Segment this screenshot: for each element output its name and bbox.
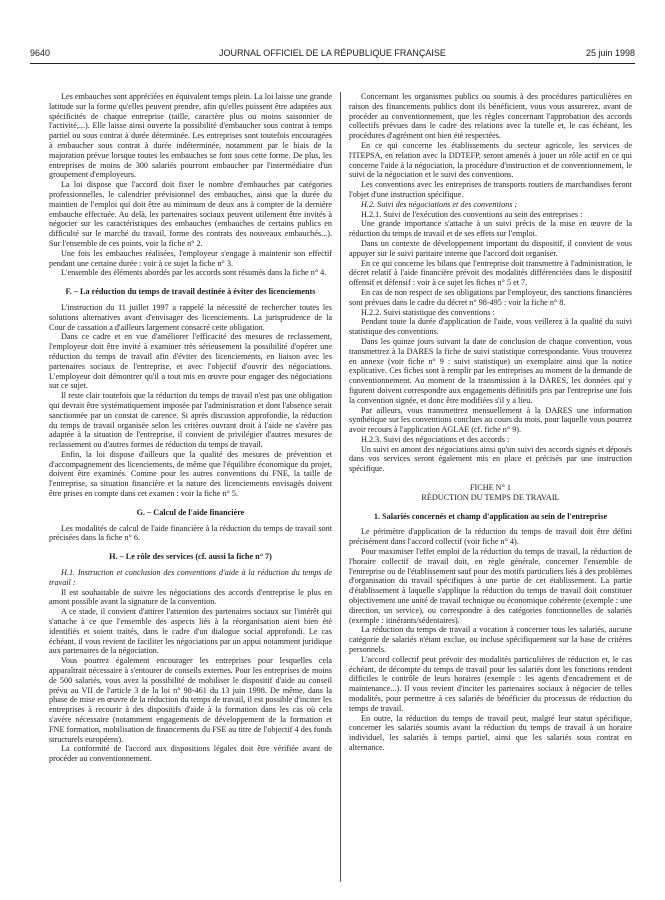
paragraph: A ce stade, il convient d'attirer l'attention des partenaires sociaux sur l'intérêt qui s'attache à ce que l'ensemble des aspects liés à la réorganisation aient bien été identifiés et soient traités, dans le cadre d'un dialogue social approfondi. Le cas échéant, il vous revient de faciliter les négociations par un appui notamment juridique aux partenaires de la négociation. (49, 607, 332, 656)
paragraph: Enfin, la loi dispose d'ailleurs que la qualité des mesures de prévention et d'accompagnement des licenciements, de même que l'équilibre économique du projet, doivent être examinés. Comme pour les autres conventions du FNE, la taille de l'entreprise, sa situation financière et la nature des licenciements envisagés doivent être prises en compte dans cet examen : voir la fiche n° 5. (49, 449, 332, 499)
paragraph: Les modalités de calcul de l'aide financière à la réduction du temps de travail sont précisées dans la fiche n° 6. (49, 523, 332, 543)
publication-date: 25 juin 1998 (585, 48, 635, 58)
paragraph: Une fois les embauches réalisées, l'employeur s'engage à maintenir son effectif pendant une certaine durée : voir à ce sujet la fiche n° 3. (49, 248, 332, 268)
paragraph: Par ailleurs, vous transmettrez mensuellement à la DARES une information synthétique sur les conventions conclues au cours du mois, pour laquelle vous pourrez avoir recours à l'application AGLAE (cf. fiche n° 9). (349, 405, 632, 435)
section-heading: H. – Le rôle des services (cf. aussi la fiche n° 7) (109, 552, 272, 562)
section-heading: G. – Calcul de l'aide financière (136, 507, 245, 517)
journal-title: JOURNAL OFFICIEL DE LA RÉPUBLIQUE FRANÇAISE (219, 48, 446, 58)
paragraph: Vous pourrez également encourager les entreprises pour lesquelles cela apparaîtrait nécessaire à s'entourer de conseils externes. Pour les entreprises de moins de 500 salariés, vous avez la possibilité de mobiliser le dispositif d'aide au conseil prévu au VII de l'article 3 de la loi n° 98-461 du 13 juin 1998. De même, dans la phase de mise en œuvre de la réduction du temps de travail, il est possible d'inciter les entreprises à recourir à des dispositifs d'aide à la formation dans les cas où cela s'avère nécessaire (notamment engagements de développement de la formation et FNE formation, mobilisation de financements du FSE au titre de l'objectif 4 des fonds structurels européens). (49, 656, 332, 744)
paragraph: En outre, la réduction du temps de travail peut, malgré leur statut spécifique, concerner les salariés soumis avant la réduction du temps de travail à un horaire individuel, les salariés à temps partiel, ainsi que les salariés sous contrat en alternance. (349, 713, 632, 752)
paragraph: Les conventions avec les entreprises de transports routiers de marchandises feront l'objet d'une instruction spécifique. (349, 180, 632, 199)
paragraph: Il est souhaitable de suivre les négociations des accords d'entreprise le plus en amont possible avant la signature de la convention. (49, 587, 332, 607)
section-heading: F. – La réduction du temps de travail destinée à éviter des licenciements (65, 287, 316, 297)
subsection-heading: H.2. Suivi des négociations et des conventions : (361, 199, 518, 209)
paragraph: La loi dispose que l'accord doit fixer le nombre d'embauches par catégories professionnelles, le calendrier prévisionnel des embauches, ainsi que la durée du maintien de l'emploi qui doit être au minimum de deux ans à compter de la dernière embauche effectuée. Au delà, les partenaires sociaux peuvent utilement être invités à négocier sur les caractéristiques des embauches (embauches de certains publics en difficulté sur le marché du travail, forme des contrats des nouveaux embauchés...). Sur l'ensemble de ces points, voir la fiche n° 2. (49, 180, 332, 248)
paragraph: En cas de non respect de ses obligations par l'employeur, des sanctions financières sont prévues dans le cadre du décret n° 98-495 : voir la fiche n° 8. (349, 287, 632, 307)
paragraph: La réduction du temps de travail a vocation à concerner tous les salariés, aucune catégorie de salariés n'étant exclue, ou incluse spécifiquement sur la base de critères personnels. (349, 625, 632, 655)
paragraph: Pendant toute la durée d'application de l'aide, vous veillerez à la qualité du suivi statistique des conventions. (349, 317, 632, 337)
paragraph: L'instruction du 11 juillet 1997 a rappelé la nécessité de rechercher toutes les solutions alternatives avant d'envisager des licenciements. La jurisprudence de la Cour de cassation a d'ailleurs largement consacré cette obligation. (49, 302, 332, 332)
paragraph: En ce qui concerne les établissements du secteur agricole, les services de l'ITEPSA, en relation avec la DDTEFP, seront amenés à jouer un rôle actif en ce qui concerne l'aide à la négociation, la procédure d'instruction et de conventionnement, le suivi de la négociation et le suivi des conventions. (349, 140, 632, 180)
paragraph: Dans ce cadre et en vue d'améliorer l'efficacité des mesures de reclassement, l'employeur doit être invité à examiner très sérieusement la possibilité d'opérer une réduction du temps de travail afin d'éviter des licenciements, en liaison avec les partenaires sociaux de l'entreprise, et avec l'objectif d'ouvrir des négociations. L'employeur doit démontrer qu'il a tout mis en œuvre pour engager des négociations sur ce sujet. (49, 332, 332, 391)
subsection-heading: H.1. Instruction et conclusion des conventions d'aide à la réduction du temps de travail : (49, 568, 332, 587)
paragraph: H.2.3. Suivi des négociations et des accords : (361, 434, 510, 444)
paragraph: Pour maximiser l'effet emploi de la réduction du temps de travail, la réduction de l'horaire collectif de travail doit, en règle générale, concerner l'ensemble de l'entreprise ou de l'établissement sauf pour des motifs particuliers liés à des problèmes d'organisation du travail spécifiques à une partie de cet établissement. La partie d'établissement à laquelle s'applique la réduction du temps de travail doit constituer objectivement une unité de travail technique ou économique cohérente (exemple : une direction, un service), ou correspondre à des catégories fonctionnelles de salariés (exemple : itinérants/sédentaires). (349, 547, 632, 625)
fiche-title: FICHE N° 1 (469, 483, 512, 493)
paragraph: L'accord collectif peut prévoir des modalités particulières de réduction et, le cas échéant, de décompte du temps de travail pour les salariés dont les fonctions rendent difficiles le contrôle de leurs horaires (exemple : les agents d'encadrement et de maintenance...). Il vous revient d'inciter les partenaires sociaux à négocier de telles modalités, pour permettre à ces salariés de bénéficier du processus de réduction du temps de travail. (349, 654, 632, 713)
paragraph: Les embauches sont appréciées en équivalent temps plein. La loi laisse une grande latitude sur la forme qu'elles peuvent prendre, afin qu'elles puissent être adaptées aux spécificités de chaque entreprise (taille, caractère plus ou moins saisonnier de l'activité,...). Elle laisse ainsi ouverte la possibilité d'embaucher sous contrat à temps partiel ou sous contrat à durée déterminée. Les entreprises sont toutefois encouragées à embaucher sous contrat à durée indéterminée, notamment par le biais de la majoration prévue lorsque toutes les embauches se font sous cette forme. De plus, les entreprises de moins de 300 salariés pourront embaucher par l'intermédiaire d'un groupement d'employeurs. (49, 92, 332, 180)
paragraph: H.2.1. Suivi de l'exécution des conventions au sein des entreprises : (361, 209, 583, 219)
paragraph: Dans un contexte de développement important du dispositif, il convient de vous appuyer sur le suivi paritaire interne que l'accord doit organiser. (349, 238, 632, 258)
page-number: 9640 (30, 48, 51, 58)
paragraph: H.2.2. Suivi statistique des conventions : (361, 307, 495, 317)
paragraph: Une grande importance s'attache à un suivi précis de la mise en œuvre de la réduction du temps de travail et de ses effets sur l'emploi. (349, 219, 632, 239)
left-column (49, 92, 332, 764)
paragraph: Il reste clair toutefois que la réduction du temps de travail n'est pas une obligation qui devrait être systématiquement imposée par l'administration et dont l'absence serait sanctionnée par un constat de carence. Si après discussion approfondie, la réduction du temps de travail organisée selon les critères ouvrant droit à l'aide ne s'avère pas adaptée à la situation de l'entreprise, il convient de privilégier d'autres mesures de reclassement ou d'autres formes de réduction du temps de travail. (49, 391, 332, 450)
paragraph: Le périmètre d'application de la réduction du temps de travail doit être défini précisément dans l'accord collectif (voir fiche n° 4). (349, 527, 632, 547)
right-column (349, 92, 632, 753)
column-separator (340, 92, 341, 882)
paragraph: Un suivi en amont des négociations ainsi qu'un suivi des accords signés et déposés dans vos services seront également mis en place et précisés par une instruction spécifique. (349, 444, 632, 474)
paragraph: L'ensemble des éléments abordés par les accords sont résumés dans la fiche n° 4. (61, 268, 327, 278)
paragraph: Dans les quinze jours suivant la date de conclusion de chaque convention, vous transmettrez à la DARES la fiche de suivi statistique correspondante. Vous trouverez en annexe (voir fiche n° 9 : suivi statistique) un exemplaire ainsi que la notice explicative. Ces fiches sont à remplir par les entreprises au moment de la demande de conventionnement. Au moment de la transmission à la DARES, les données qui y figurent doivent correspondre aux engagements définitifs pris par l'entreprise une fois la convention signée, et donc être modifiées s'il y a lieu. (349, 336, 632, 405)
paragraph: La conformité de l'accord aux dispositions légales doit être vérifiée avant de procéder au conventionnement. (49, 744, 332, 764)
header-rule (30, 63, 635, 64)
page-header (30, 48, 635, 62)
fiche-subtitle: RÉDUCTION DU TEMPS DE TRAVAIL (421, 492, 560, 502)
section-heading: 1. Salariés concernés et champ d'application au sein de l'entreprise (373, 511, 608, 521)
paragraph: Concernant les organismes publics ou soumis à des procédures particulières en raison des financements publics dont ils bénéficient, vous vous assurerez, avant de procéder au conventionnement, que les règles concernant l'approbation des accords collectifs prévues dans le cadre des relations avec la tutelle et, le cas échéant, les procédures d'agrément ont bien été respectées. (349, 92, 632, 141)
paragraph: En ce qui concerne les bilans que l'entreprise doit transmettre à l'administration, le décret relatif à l'aide financière prévoit des modalités différenciées dans le dispositif offensif et défensif : voir à ce sujet les fiches n° 5 et 7. (349, 258, 632, 288)
